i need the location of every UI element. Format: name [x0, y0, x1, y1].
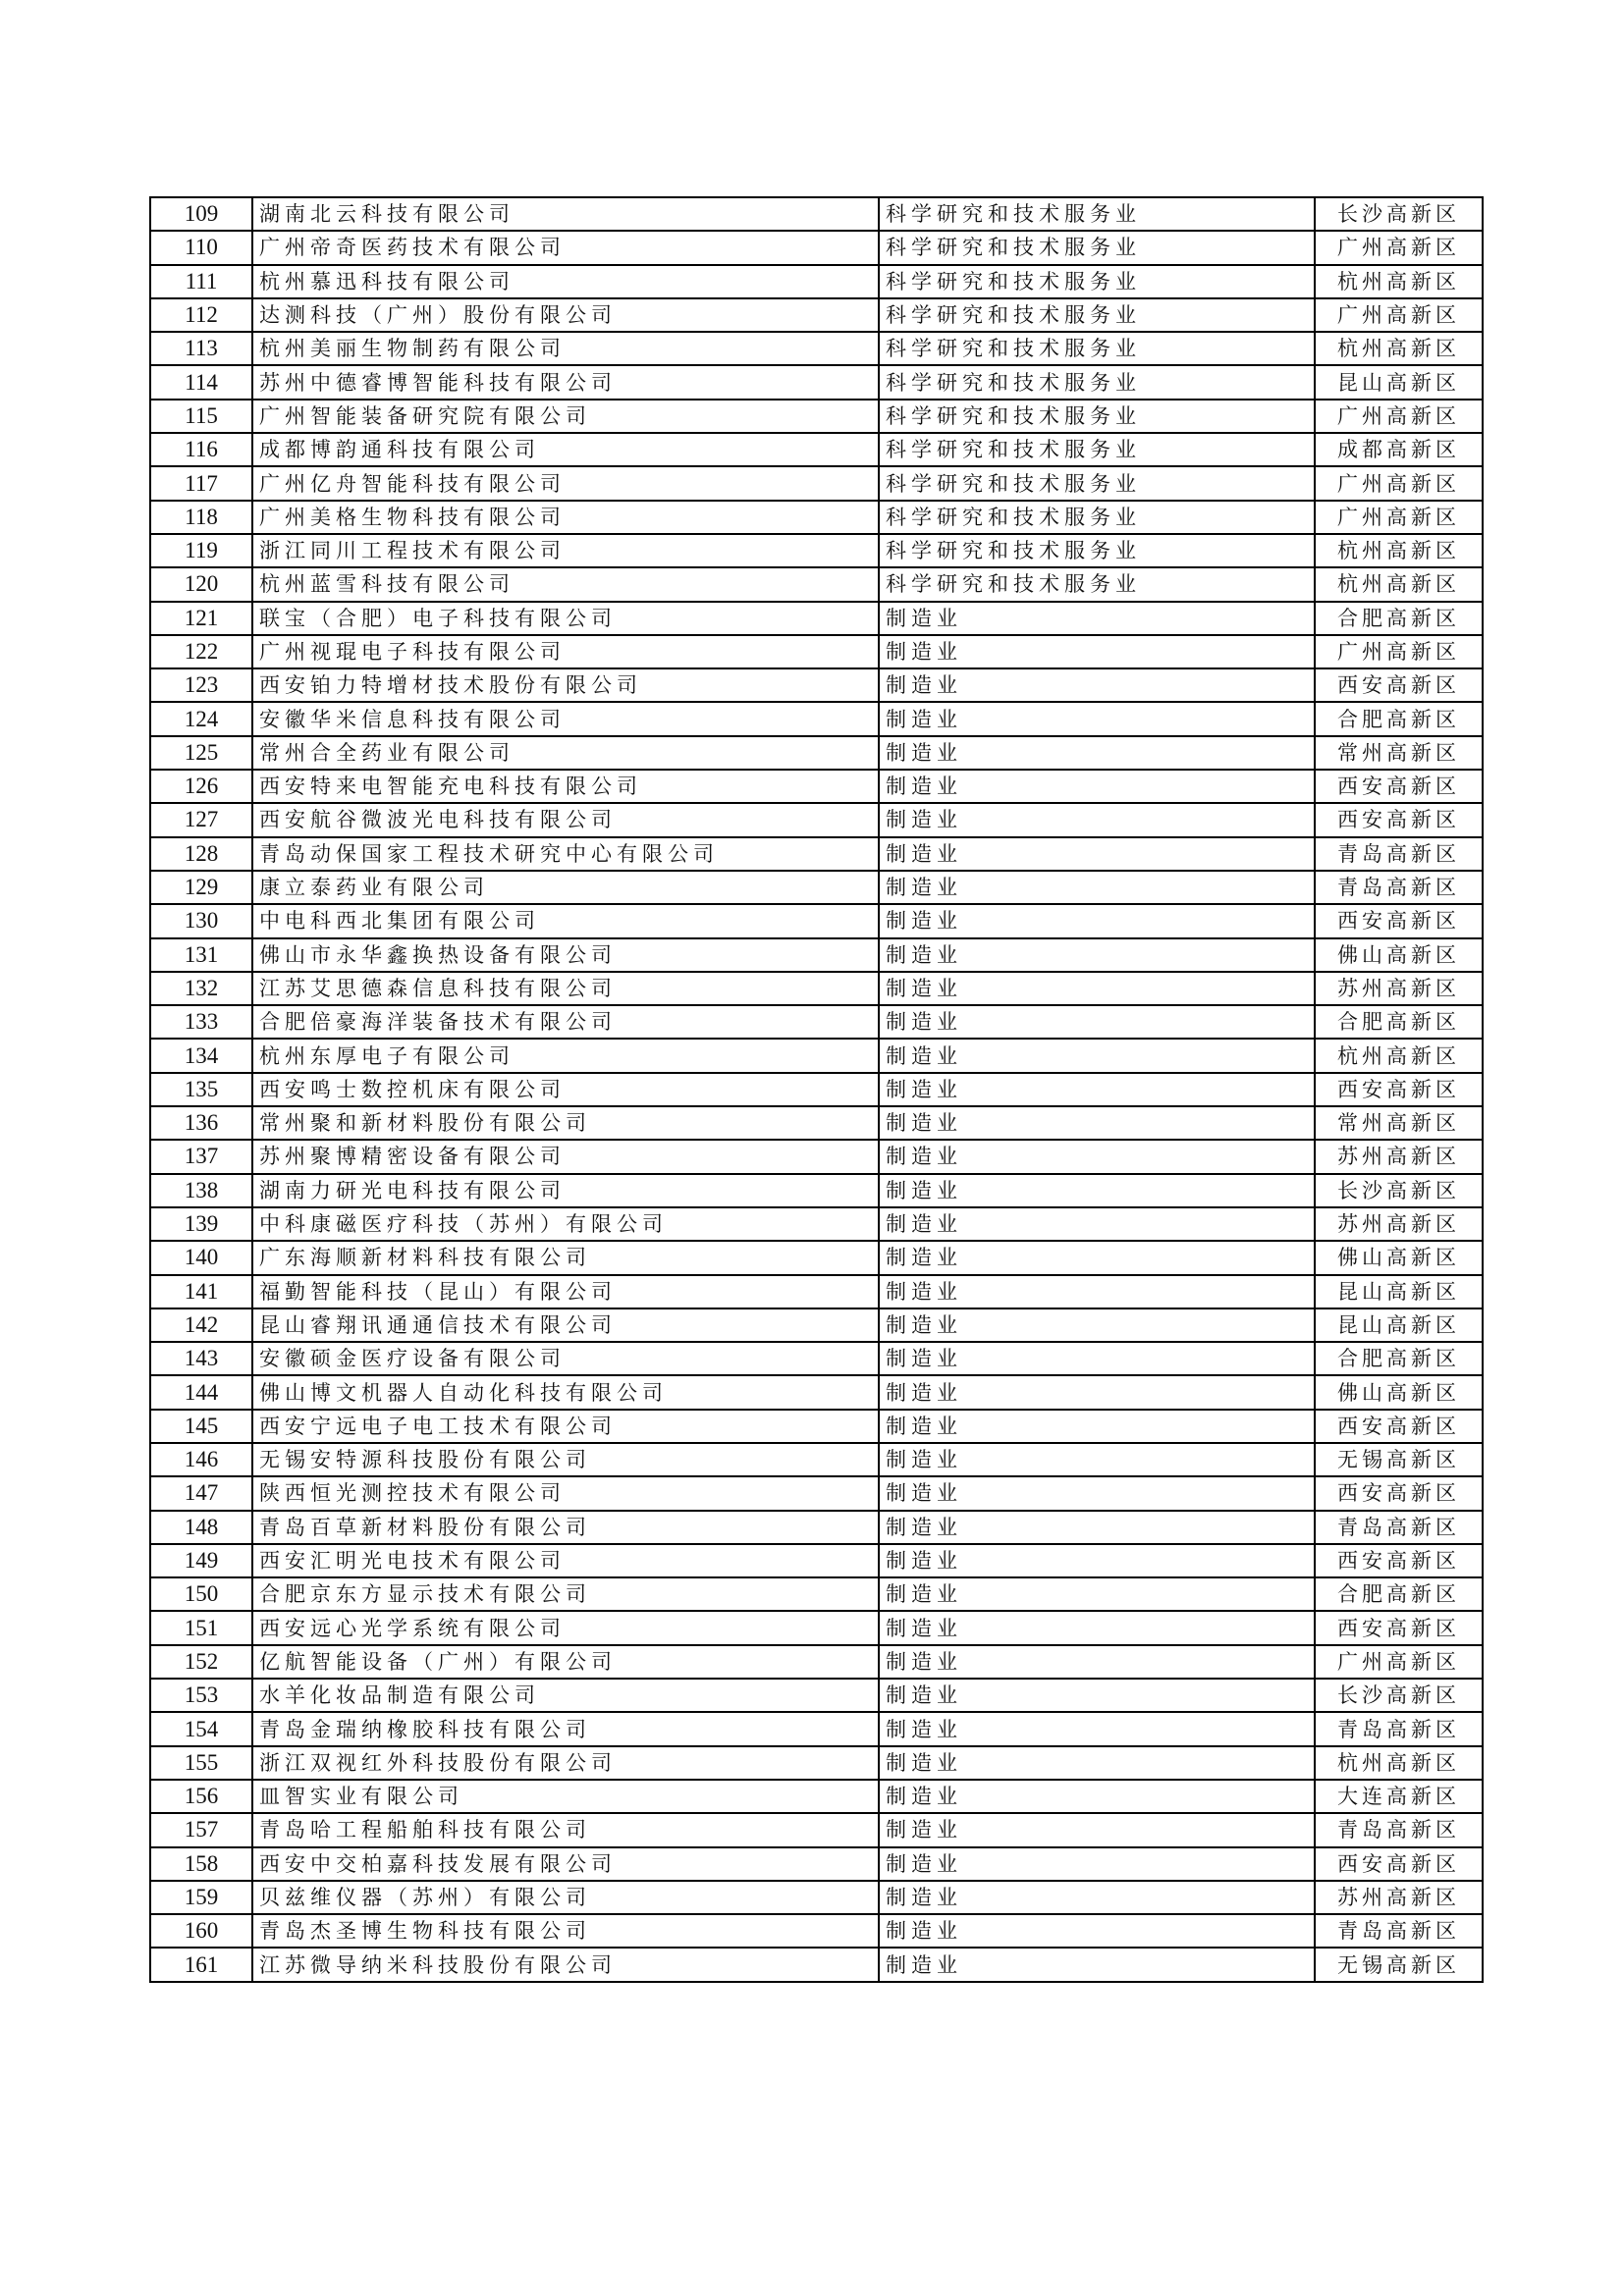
row-number-cell: 132 — [150, 972, 252, 1005]
zone-cell: 昆山高新区 — [1315, 365, 1483, 399]
row-number-cell: 124 — [150, 702, 252, 735]
company-name-cell: 无锡安特源科技股份有限公司 — [252, 1443, 879, 1476]
industry-cell: 制造业 — [879, 1712, 1315, 1745]
row-number-cell: 142 — [150, 1308, 252, 1342]
zone-cell: 西安高新区 — [1315, 1611, 1483, 1644]
industry-cell: 制造业 — [879, 1511, 1315, 1544]
table-row — [150, 1308, 1483, 1342]
zone-cell: 青岛高新区 — [1315, 1813, 1483, 1846]
industry-cell: 制造业 — [879, 1679, 1315, 1712]
industry-cell: 制造业 — [879, 1780, 1315, 1813]
zone-cell: 广州高新区 — [1315, 231, 1483, 264]
zone-cell: 杭州高新区 — [1315, 265, 1483, 298]
row-number-cell: 119 — [150, 534, 252, 567]
company-name-cell: 青岛杰圣博生物科技有限公司 — [252, 1914, 879, 1948]
industry-cell: 制造业 — [879, 668, 1315, 702]
row-number-cell: 114 — [150, 365, 252, 399]
row-number-cell: 130 — [150, 904, 252, 937]
row-number-cell: 133 — [150, 1005, 252, 1039]
table-row — [150, 803, 1483, 836]
company-name-cell: 陕西恒光测控技术有限公司 — [252, 1476, 879, 1510]
industry-cell: 制造业 — [879, 1577, 1315, 1611]
row-number-cell: 122 — [150, 635, 252, 668]
table-row — [150, 1948, 1483, 1981]
table-row — [150, 1039, 1483, 1072]
industry-cell: 制造业 — [879, 1847, 1315, 1881]
table-row — [150, 635, 1483, 668]
company-name-cell: 青岛金瑞纳橡胶科技有限公司 — [252, 1712, 879, 1745]
zone-cell: 昆山高新区 — [1315, 1308, 1483, 1342]
industry-cell: 制造业 — [879, 871, 1315, 904]
zone-cell: 常州高新区 — [1315, 736, 1483, 770]
zone-cell: 广州高新区 — [1315, 501, 1483, 534]
zone-cell: 青岛高新区 — [1315, 1712, 1483, 1745]
industry-cell: 制造业 — [879, 1308, 1315, 1342]
table-row — [150, 332, 1483, 365]
table-row — [150, 1881, 1483, 1914]
company-name-cell: 广州帝奇医药技术有限公司 — [252, 231, 879, 264]
company-name-cell: 中电科西北集团有限公司 — [252, 904, 879, 937]
industry-cell: 制造业 — [879, 1275, 1315, 1308]
row-number-cell: 150 — [150, 1577, 252, 1611]
row-number-cell: 153 — [150, 1679, 252, 1712]
industry-cell: 制造业 — [879, 1207, 1315, 1241]
industry-cell: 制造业 — [879, 1476, 1315, 1510]
company-name-cell: 浙江双视红外科技股份有限公司 — [252, 1746, 879, 1780]
company-name-cell: 西安航谷微波光电科技有限公司 — [252, 803, 879, 836]
table-row — [150, 197, 1483, 231]
company-name-cell: 亿航智能设备（广州）有限公司 — [252, 1645, 879, 1679]
zone-cell: 杭州高新区 — [1315, 1746, 1483, 1780]
zone-cell: 西安高新区 — [1315, 1476, 1483, 1510]
row-number-cell: 140 — [150, 1241, 252, 1274]
table-row — [150, 1577, 1483, 1611]
zone-cell: 合肥高新区 — [1315, 702, 1483, 735]
industry-cell: 制造业 — [879, 1005, 1315, 1039]
company-name-cell: 苏州聚博精密设备有限公司 — [252, 1140, 879, 1173]
table-row — [150, 298, 1483, 332]
zone-cell: 佛山高新区 — [1315, 938, 1483, 972]
company-name-cell: 青岛动保国家工程技术研究中心有限公司 — [252, 837, 879, 871]
zone-cell: 广州高新区 — [1315, 466, 1483, 500]
table-row — [150, 1106, 1483, 1140]
company-name-cell: 佛山市永华鑫换热设备有限公司 — [252, 938, 879, 972]
row-number-cell: 160 — [150, 1914, 252, 1948]
table-row — [150, 1511, 1483, 1544]
table-row — [150, 1476, 1483, 1510]
row-number-cell: 110 — [150, 231, 252, 264]
table-row — [150, 265, 1483, 298]
row-number-cell: 115 — [150, 400, 252, 433]
row-number-cell: 139 — [150, 1207, 252, 1241]
table-row — [150, 1544, 1483, 1577]
company-name-cell: 杭州蓝雪科技有限公司 — [252, 567, 879, 601]
table-row — [150, 1813, 1483, 1846]
zone-cell: 杭州高新区 — [1315, 1039, 1483, 1072]
company-name-cell: 江苏微导纳米科技股份有限公司 — [252, 1948, 879, 1981]
company-name-cell: 杭州慕迅科技有限公司 — [252, 265, 879, 298]
company-name-cell: 苏州中德睿博智能科技有限公司 — [252, 365, 879, 399]
company-name-cell: 广州智能装备研究院有限公司 — [252, 400, 879, 433]
company-name-cell: 福勤智能科技（昆山）有限公司 — [252, 1275, 879, 1308]
zone-cell: 广州高新区 — [1315, 298, 1483, 332]
row-number-cell: 138 — [150, 1174, 252, 1207]
zone-cell: 广州高新区 — [1315, 635, 1483, 668]
table-row — [150, 602, 1483, 635]
row-number-cell: 117 — [150, 466, 252, 500]
row-number-cell: 125 — [150, 736, 252, 770]
row-number-cell: 128 — [150, 837, 252, 871]
zone-cell: 长沙高新区 — [1315, 1679, 1483, 1712]
zone-cell: 苏州高新区 — [1315, 1140, 1483, 1173]
table-body — [150, 197, 1483, 1982]
zone-cell: 佛山高新区 — [1315, 1241, 1483, 1274]
table-row — [150, 1611, 1483, 1644]
company-name-cell: 水羊化妆品制造有限公司 — [252, 1679, 879, 1712]
table-row — [150, 466, 1483, 500]
zone-cell: 西安高新区 — [1315, 1544, 1483, 1577]
company-name-cell: 安徽硕金医疗设备有限公司 — [252, 1342, 879, 1375]
zone-cell: 昆山高新区 — [1315, 1275, 1483, 1308]
row-number-cell: 118 — [150, 501, 252, 534]
zone-cell: 杭州高新区 — [1315, 567, 1483, 601]
row-number-cell: 109 — [150, 197, 252, 231]
table-row — [150, 1780, 1483, 1813]
industry-cell: 制造业 — [879, 1410, 1315, 1443]
industry-cell: 制造业 — [879, 736, 1315, 770]
zone-cell: 长沙高新区 — [1315, 197, 1483, 231]
table-row — [150, 1375, 1483, 1409]
row-number-cell: 127 — [150, 803, 252, 836]
company-name-cell: 联宝（合肥）电子科技有限公司 — [252, 602, 879, 635]
table-row — [150, 668, 1483, 702]
table-row — [150, 365, 1483, 399]
table-row — [150, 1914, 1483, 1948]
row-number-cell: 157 — [150, 1813, 252, 1846]
zone-cell: 西安高新区 — [1315, 668, 1483, 702]
row-number-cell: 123 — [150, 668, 252, 702]
zone-cell: 西安高新区 — [1315, 803, 1483, 836]
company-name-cell: 常州聚和新材料股份有限公司 — [252, 1106, 879, 1140]
company-name-cell: 西安铂力特增材技术股份有限公司 — [252, 668, 879, 702]
table-row — [150, 736, 1483, 770]
industry-cell: 制造业 — [879, 770, 1315, 803]
row-number-cell: 143 — [150, 1342, 252, 1375]
industry-cell: 制造业 — [879, 1342, 1315, 1375]
table-row — [150, 1645, 1483, 1679]
row-number-cell: 131 — [150, 938, 252, 972]
zone-cell: 无锡高新区 — [1315, 1948, 1483, 1981]
company-name-cell: 安徽华米信息科技有限公司 — [252, 702, 879, 735]
industry-cell: 制造业 — [879, 1746, 1315, 1780]
company-name-cell: 江苏艾思德森信息科技有限公司 — [252, 972, 879, 1005]
industry-cell: 制造业 — [879, 972, 1315, 1005]
row-number-cell: 154 — [150, 1712, 252, 1745]
company-name-cell: 西安特来电智能充电科技有限公司 — [252, 770, 879, 803]
industry-cell: 制造业 — [879, 1106, 1315, 1140]
company-name-cell: 广州视琨电子科技有限公司 — [252, 635, 879, 668]
industry-cell: 制造业 — [879, 1073, 1315, 1106]
company-name-cell: 成都博韵通科技有限公司 — [252, 433, 879, 466]
industry-cell: 制造业 — [879, 1881, 1315, 1914]
row-number-cell: 113 — [150, 332, 252, 365]
row-number-cell: 120 — [150, 567, 252, 601]
zone-cell: 合肥高新区 — [1315, 1342, 1483, 1375]
row-number-cell: 161 — [150, 1948, 252, 1981]
industry-cell: 制造业 — [879, 938, 1315, 972]
zone-cell: 合肥高新区 — [1315, 602, 1483, 635]
row-number-cell: 129 — [150, 871, 252, 904]
row-number-cell: 152 — [150, 1645, 252, 1679]
company-name-cell: 合肥京东方显示技术有限公司 — [252, 1577, 879, 1611]
company-name-cell: 合肥倍豪海洋装备技术有限公司 — [252, 1005, 879, 1039]
row-number-cell: 126 — [150, 770, 252, 803]
company-name-cell: 广州美格生物科技有限公司 — [252, 501, 879, 534]
row-number-cell: 149 — [150, 1544, 252, 1577]
row-number-cell: 146 — [150, 1443, 252, 1476]
industry-cell: 科学研究和技术服务业 — [879, 298, 1315, 332]
industry-cell: 制造业 — [879, 1914, 1315, 1948]
industry-cell: 科学研究和技术服务业 — [879, 400, 1315, 433]
zone-cell: 佛山高新区 — [1315, 1375, 1483, 1409]
table-row — [150, 1847, 1483, 1881]
table-row — [150, 1174, 1483, 1207]
table-row — [150, 1241, 1483, 1274]
row-number-cell: 158 — [150, 1847, 252, 1881]
industry-cell: 制造业 — [879, 803, 1315, 836]
zone-cell: 西安高新区 — [1315, 1073, 1483, 1106]
industry-cell: 科学研究和技术服务业 — [879, 197, 1315, 231]
company-name-cell: 青岛百草新材料股份有限公司 — [252, 1511, 879, 1544]
industry-cell: 制造业 — [879, 837, 1315, 871]
table-row — [150, 400, 1483, 433]
row-number-cell: 148 — [150, 1511, 252, 1544]
company-name-cell: 广东海顺新材料科技有限公司 — [252, 1241, 879, 1274]
zone-cell: 成都高新区 — [1315, 433, 1483, 466]
table-row — [150, 702, 1483, 735]
table-row — [150, 871, 1483, 904]
company-name-cell: 湖南北云科技有限公司 — [252, 197, 879, 231]
industry-cell: 科学研究和技术服务业 — [879, 231, 1315, 264]
industry-cell: 制造业 — [879, 1948, 1315, 1981]
industry-cell: 制造业 — [879, 904, 1315, 937]
row-number-cell: 137 — [150, 1140, 252, 1173]
industry-cell: 科学研究和技术服务业 — [879, 332, 1315, 365]
zone-cell: 广州高新区 — [1315, 1645, 1483, 1679]
table-row — [150, 938, 1483, 972]
row-number-cell: 135 — [150, 1073, 252, 1106]
industry-cell: 制造业 — [879, 1375, 1315, 1409]
company-name-cell: 达测科技（广州）股份有限公司 — [252, 298, 879, 332]
row-number-cell: 111 — [150, 265, 252, 298]
company-name-cell: 浙江同川工程技术有限公司 — [252, 534, 879, 567]
company-name-cell: 西安中交柏嘉科技发展有限公司 — [252, 1847, 879, 1881]
table-row — [150, 1342, 1483, 1375]
table-row — [150, 972, 1483, 1005]
zone-cell: 苏州高新区 — [1315, 1207, 1483, 1241]
industry-cell: 制造业 — [879, 1140, 1315, 1173]
table-row — [150, 501, 1483, 534]
industry-cell: 制造业 — [879, 1813, 1315, 1846]
company-name-cell: 康立泰药业有限公司 — [252, 871, 879, 904]
zone-cell: 青岛高新区 — [1315, 1511, 1483, 1544]
company-name-cell: 西安汇明光电技术有限公司 — [252, 1544, 879, 1577]
row-number-cell: 141 — [150, 1275, 252, 1308]
company-name-cell: 常州合全药业有限公司 — [252, 736, 879, 770]
table-row — [150, 231, 1483, 264]
zone-cell: 青岛高新区 — [1315, 871, 1483, 904]
zone-cell: 西安高新区 — [1315, 1847, 1483, 1881]
zone-cell: 大连高新区 — [1315, 1780, 1483, 1813]
table-row — [150, 1410, 1483, 1443]
row-number-cell: 121 — [150, 602, 252, 635]
industry-cell: 制造业 — [879, 1174, 1315, 1207]
company-name-cell: 湖南力研光电科技有限公司 — [252, 1174, 879, 1207]
table-row — [150, 1207, 1483, 1241]
industry-cell: 制造业 — [879, 1544, 1315, 1577]
table-row — [150, 1275, 1483, 1308]
industry-cell: 制造业 — [879, 702, 1315, 735]
row-number-cell: 147 — [150, 1476, 252, 1510]
zone-cell: 西安高新区 — [1315, 904, 1483, 937]
industry-cell: 制造业 — [879, 1443, 1315, 1476]
zone-cell: 长沙高新区 — [1315, 1174, 1483, 1207]
row-number-cell: 144 — [150, 1375, 252, 1409]
zone-cell: 苏州高新区 — [1315, 972, 1483, 1005]
company-name-cell: 西安远心光学系统有限公司 — [252, 1611, 879, 1644]
industry-cell: 制造业 — [879, 602, 1315, 635]
row-number-cell: 155 — [150, 1746, 252, 1780]
row-number-cell: 112 — [150, 298, 252, 332]
industry-cell: 制造业 — [879, 1611, 1315, 1644]
industry-cell: 科学研究和技术服务业 — [879, 365, 1315, 399]
table-row — [150, 1712, 1483, 1745]
zone-cell: 无锡高新区 — [1315, 1443, 1483, 1476]
company-name-cell: 中科康磁医疗科技（苏州）有限公司 — [252, 1207, 879, 1241]
company-name-cell: 广州亿舟智能科技有限公司 — [252, 466, 879, 500]
industry-cell: 科学研究和技术服务业 — [879, 567, 1315, 601]
company-name-cell: 杭州东厚电子有限公司 — [252, 1039, 879, 1072]
company-name-cell: 皿智实业有限公司 — [252, 1780, 879, 1813]
table-row — [150, 567, 1483, 601]
table-row — [150, 837, 1483, 871]
zone-cell: 青岛高新区 — [1315, 837, 1483, 871]
company-name-cell: 昆山睿翔讯通通信技术有限公司 — [252, 1308, 879, 1342]
zone-cell: 常州高新区 — [1315, 1106, 1483, 1140]
row-number-cell: 145 — [150, 1410, 252, 1443]
zone-cell: 合肥高新区 — [1315, 1577, 1483, 1611]
company-name-cell: 西安宁远电子电工技术有限公司 — [252, 1410, 879, 1443]
zone-cell: 杭州高新区 — [1315, 332, 1483, 365]
table-row — [150, 770, 1483, 803]
industry-cell: 制造业 — [879, 1039, 1315, 1072]
company-name-cell: 佛山博文机器人自动化科技有限公司 — [252, 1375, 879, 1409]
table-row — [150, 1005, 1483, 1039]
row-number-cell: 151 — [150, 1611, 252, 1644]
table-row — [150, 904, 1483, 937]
table-row — [150, 1443, 1483, 1476]
table-row — [150, 1679, 1483, 1712]
industry-cell: 制造业 — [879, 1645, 1315, 1679]
table-row — [150, 1140, 1483, 1173]
table-row — [150, 1746, 1483, 1780]
zone-cell: 西安高新区 — [1315, 770, 1483, 803]
enterprise-table — [149, 196, 1484, 1983]
row-number-cell: 159 — [150, 1881, 252, 1914]
company-name-cell: 青岛哈工程船舶科技有限公司 — [252, 1813, 879, 1846]
zone-cell: 广州高新区 — [1315, 400, 1483, 433]
company-name-cell: 西安鸣士数控机床有限公司 — [252, 1073, 879, 1106]
zone-cell: 杭州高新区 — [1315, 534, 1483, 567]
industry-cell: 制造业 — [879, 635, 1315, 668]
table-row — [150, 534, 1483, 567]
industry-cell: 科学研究和技术服务业 — [879, 265, 1315, 298]
zone-cell: 合肥高新区 — [1315, 1005, 1483, 1039]
industry-cell: 科学研究和技术服务业 — [879, 433, 1315, 466]
zone-cell: 苏州高新区 — [1315, 1881, 1483, 1914]
industry-cell: 科学研究和技术服务业 — [879, 534, 1315, 567]
zone-cell: 青岛高新区 — [1315, 1914, 1483, 1948]
table-row — [150, 433, 1483, 466]
row-number-cell: 136 — [150, 1106, 252, 1140]
row-number-cell: 116 — [150, 433, 252, 466]
row-number-cell: 134 — [150, 1039, 252, 1072]
company-name-cell: 贝兹维仪器（苏州）有限公司 — [252, 1881, 879, 1914]
industry-cell: 科学研究和技术服务业 — [879, 501, 1315, 534]
table-row — [150, 1073, 1483, 1106]
industry-cell: 制造业 — [879, 1241, 1315, 1274]
zone-cell: 西安高新区 — [1315, 1410, 1483, 1443]
industry-cell: 科学研究和技术服务业 — [879, 466, 1315, 500]
company-name-cell: 杭州美丽生物制药有限公司 — [252, 332, 879, 365]
row-number-cell: 156 — [150, 1780, 252, 1813]
